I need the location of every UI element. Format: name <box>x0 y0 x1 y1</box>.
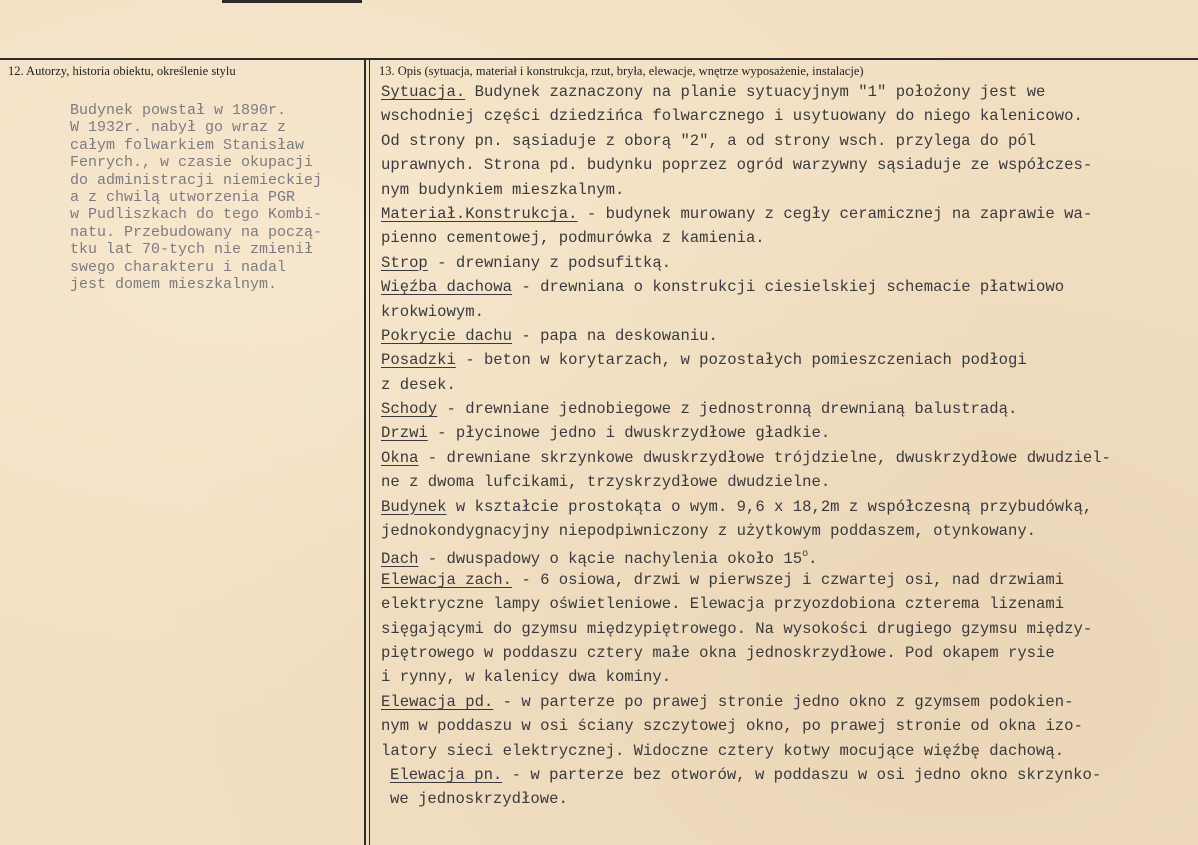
section-heading: Budynek <box>381 497 447 516</box>
description-line <box>381 178 1193 202</box>
line-text: - w parterze po prawej stronie jedno okno z gzymsem podokien- <box>493 692 1074 711</box>
line-text: elektryczne lampy oświetleniowe. Elewacja przyozdobiona czterema lizenami <box>381 595 1065 614</box>
description-line <box>381 251 1193 275</box>
history-line: w Pudliszkach do tego Kombi- <box>70 206 323 224</box>
description-line <box>381 763 1193 787</box>
description-line <box>381 714 1193 738</box>
description-text <box>381 80 1193 812</box>
line-text: jednokondygnacyjny niepodpiwniczony z użytkowym poddaszem, otynkowany. <box>381 522 1037 541</box>
field-12-label: 12. Autorzy, historia obiektu, określenie stylu <box>8 64 236 78</box>
section-heading: Okna <box>381 448 419 467</box>
line-text: - drewniane skrzynkowe dwuskrzydłowe trójdzielne, dwuskrzydłowe dwudziel- <box>418 448 1111 467</box>
line-text: pienno cementowej, podmurówka z kamienia. <box>381 229 765 248</box>
description-line <box>381 690 1193 714</box>
description-line <box>381 543 1193 567</box>
top-rule <box>222 0 362 3</box>
line-text: - drewniane jednobiegowe z jednostronną drewnianą balustradą. <box>437 400 1018 419</box>
line-text: - dwuspadowy o kącie nachylenia około 15 <box>418 550 803 569</box>
line-text: wschodniej części dziedzińca folwarcznego i usytuowany do niego kalenicowo. <box>381 107 1083 126</box>
history-line: tku lat 70-tych nie zmienił <box>70 241 314 259</box>
history-line: jest domem mieszkalnym. <box>70 275 278 293</box>
description-line <box>381 80 1193 104</box>
line-text: - w parterze bez otworów, w poddaszu w osi jedno okno skrzynko- <box>502 765 1102 784</box>
history-line: całym folwarkiem Stanisław <box>70 136 305 154</box>
section-heading: Sytuacja. <box>381 83 466 101</box>
description-line <box>381 495 1193 519</box>
section-heading: Elewacja pd. <box>381 692 494 711</box>
field-13-label: 13. Opis (sytuacja, materiał i konstrukcja, rzut, bryła, elewacje, wnętrze wyposażenie, instalacje) <box>379 64 864 78</box>
description-line <box>381 153 1193 177</box>
description-line <box>381 129 1193 153</box>
line-text: Budynek zaznaczony na planie sytuacyjnym "1" położony jest we <box>465 83 1046 101</box>
description-line <box>381 446 1193 470</box>
history-line: a z chwilą utworzenia PGR <box>70 188 296 206</box>
description-line <box>381 300 1193 324</box>
line-text: - płycinowe jedno i dwuskrzydłowe gładkie. <box>427 424 831 443</box>
section-heading: Strop <box>381 253 428 272</box>
description-line <box>381 324 1193 348</box>
history-text <box>70 102 360 293</box>
line-text: uprawnych. Strona pd. budynku poprzez ogród warzywny sąsiaduje ze współczes- <box>381 156 1093 175</box>
line-text: w kształcie prostokąta o wym. 9,6 x 18,2m z współczesną przybudówką, <box>446 497 1093 516</box>
description-line <box>381 519 1193 543</box>
column-divider <box>364 58 366 845</box>
line-text: - 6 osiowa, drzwi w pierwszej i czwartej osi, nad drzwiami <box>512 570 1065 589</box>
line-text: latory sieci elektrycznej. Widoczne cztery kotwy mocujące więźbę dachową. <box>381 741 1065 760</box>
description-line <box>381 592 1193 616</box>
section-heading: Elewacja zach. <box>381 570 513 589</box>
section-heading: Pokrycie dachu <box>381 326 513 345</box>
section-heading: Drzwi <box>381 424 428 443</box>
description-line <box>381 665 1193 689</box>
section-heading: Posadzki <box>381 351 456 370</box>
section-heading: Więźba dachowa <box>381 278 513 297</box>
description-line <box>381 397 1193 421</box>
description-line <box>381 568 1193 592</box>
line-text: nym w poddaszu w osi ściany szczytowej okno, po prawej stronie od okna izo- <box>381 717 1083 736</box>
line-text: - drewniana o konstrukcji ciesielskiej schemacie płatwiowo <box>512 278 1065 297</box>
description-line <box>381 202 1193 226</box>
description-line <box>381 641 1193 665</box>
description-line <box>381 421 1193 445</box>
degree-mark: o <box>802 549 809 561</box>
line-text: nym budynkiem mieszkalnym. <box>381 180 625 199</box>
column-divider-inner <box>369 58 370 845</box>
line-text: - budynek murowany z cegły ceramicznej na zaprawie wa- <box>577 204 1093 223</box>
section-heading: Schody <box>381 400 438 419</box>
description-line <box>381 104 1193 128</box>
history-line: W 1932r. nabył go wraz z <box>70 119 287 137</box>
line-text: Od strony pn. sąsiaduje z oborą "2", a od strony wsch. przylega do pól <box>381 131 1037 150</box>
description-line <box>381 739 1193 763</box>
description-line <box>381 226 1193 250</box>
description-line <box>381 373 1193 397</box>
description-line <box>381 348 1193 372</box>
line-text: ne z dwoma lufcikami, trzyskrzydłowe dwudzielne. <box>381 473 831 492</box>
section-heading: Materiał.Konstrukcja. <box>381 204 578 223</box>
line-text: piętrowego w poddaszu cztery małe okna jednoskrzydłowe. Pod okapem rysie <box>381 643 1055 662</box>
line-text: sięgającymi do gzymsu międzypiętrowego. Na wysokości drugiego gzymsu między- <box>381 619 1093 638</box>
history-line: do administracji niemieckiej <box>70 171 323 189</box>
history-line: natu. Przebudowany na począ- <box>70 223 323 241</box>
line-text: - drewniany z podsufitką. <box>427 253 672 272</box>
line-tail: . <box>808 550 818 569</box>
description-line <box>381 617 1193 641</box>
line-text: krokwiowym. <box>381 302 484 321</box>
section-heading: Elewacja pn. <box>390 765 503 784</box>
line-text: z desek. <box>381 375 456 394</box>
description-line <box>381 275 1193 299</box>
history-line: Fenrych., w czasie okupacji <box>70 154 314 172</box>
section-heading: Dach <box>381 550 419 569</box>
line-text: - beton w korytarzach, w pozostałych pomieszczeniach podłogi <box>455 351 1027 370</box>
history-line: Budynek powstał w 1890r. <box>70 102 287 119</box>
description-line <box>381 470 1193 494</box>
line-text: - papa na deskowaniu. <box>512 326 718 345</box>
line-text: we jednoskrzydłowe. <box>390 790 568 809</box>
description-line <box>381 787 1193 811</box>
header-rule <box>0 58 1198 60</box>
line-text: i rynny, w kalenicy dwa kominy. <box>381 668 672 687</box>
history-line: swego charakteru i nadal <box>70 258 287 276</box>
